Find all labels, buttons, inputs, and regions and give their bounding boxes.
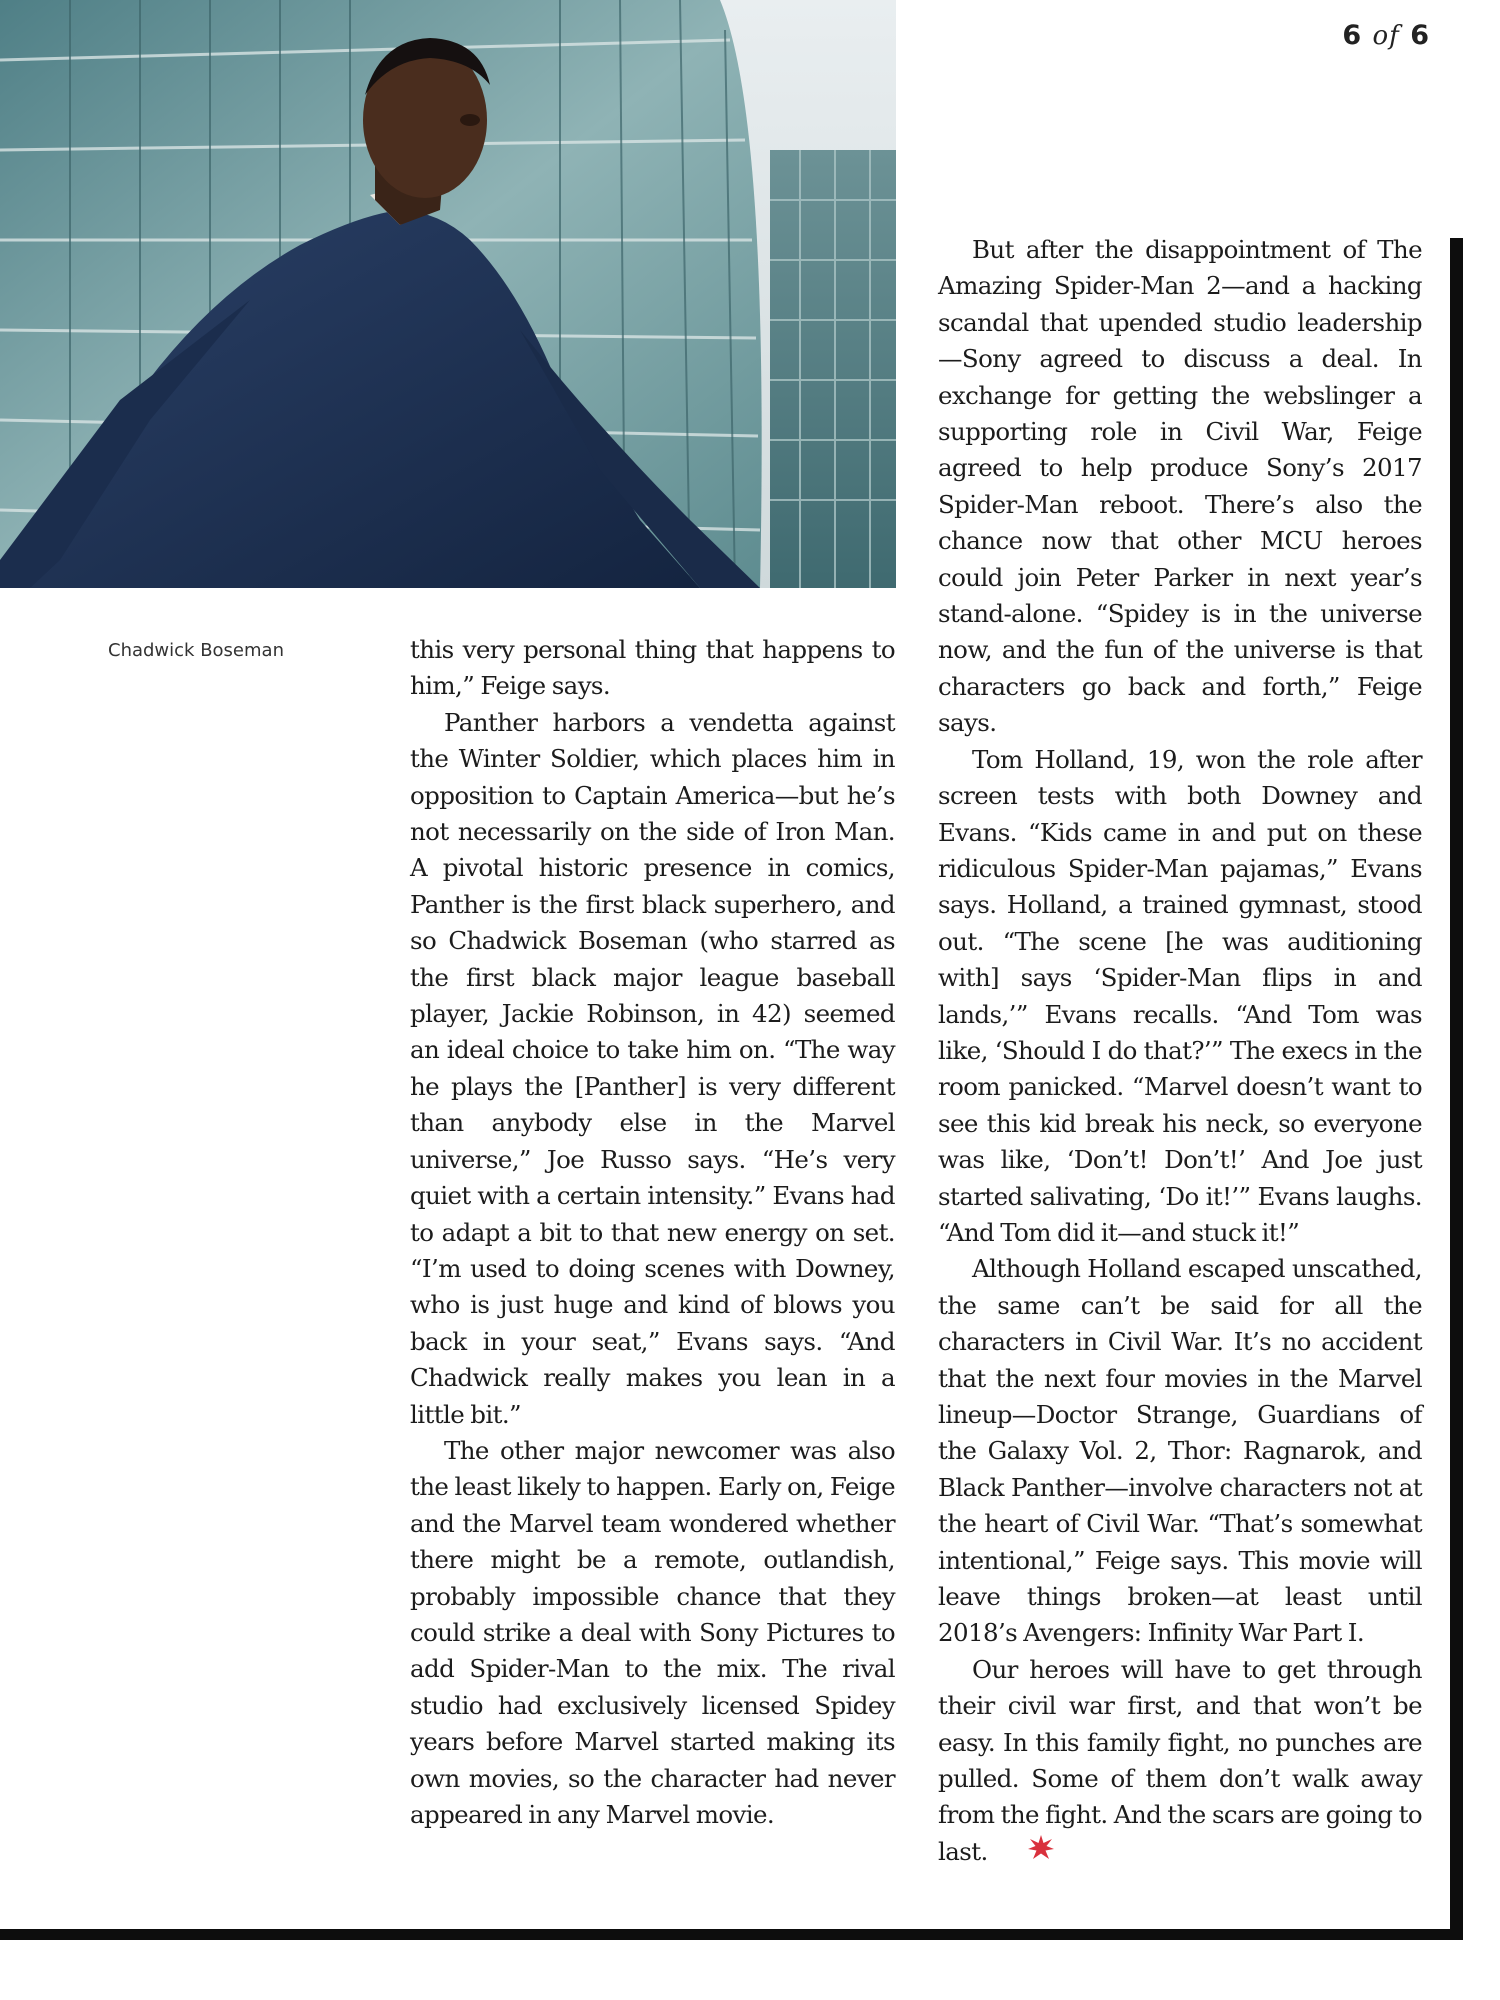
paragraph: The other major newcomer was also the least likely to happen. Early on, Feige and the Marvel team wondered whether there might be a remote, outlandish, probably impossible chance that they could strike a deal with Sony Pictures to add Spider-Man to the mix. The rival studio had exclusively licensed Spidey years before Marvel started making its own movies, so the character had never appeared in any Marvel movie. bbox=[410, 1435, 895, 1829]
paragraph: Tom Holland, 19, won the role after screen tests with both Downey and Evans. “Kids came in and put on these ridiculous Spider-Man pajamas,” Evans says. Holland, a trained gymnast, stood out. “The scene [he was auditioning with] says ‘Spider-Man flips in and lands,’” Evans recalls. “And Tom was like, ‘Should I do that?’” The execs in the room panicked. “Marvel doesn’t want to see this kid break his neck, so everyone was like, ‘Don’t! Don’t!’ And Joe just started salivating, ‘Do it!’” Evans laughs. “And Tom did it—and stuck it!” bbox=[938, 744, 1422, 1247]
paragraph: this very personal thing that happens to him,” Feige says. bbox=[410, 635, 895, 701]
page-number bbox=[1330, 20, 1430, 51]
photo-illustration bbox=[0, 0, 896, 588]
page-current: 6 bbox=[1342, 20, 1363, 51]
paragraph: Although Holland escaped unscathed, the same can’t be said for all the characters in Civil War. It’s no accident that the next four movies in the Marvel lineup—Doctor Strange, Guardians of the Galaxy Vol. 2, Thor: Ragnarok, and Black Panther—involve characters not at the heart of Civil War. “That’s somewhat intentional,” Feige says. This movie will leave things broken—at least until 2018’s Avengers: Infinity War Part I. bbox=[938, 1254, 1422, 1648]
page-of: of bbox=[1372, 21, 1400, 51]
paragraph: Panther harbors a vendetta against the Winter Soldier, which places him in opposition to Captain America—but he’s not necessarily on the side of Iron Man. A pivotal historic presence in comics, Panther is the first black superhero, and so Chadwick Boseman (who starred as the first black major league baseball player, Jackie Robinson, in 42) seemed an ideal choice to take him on. “The way he plays the [Panther] is very different than anybody else in the Marvel universe,” Joe Russo says. “He’s very quiet with a certain intensity.” Evans had to adapt a bit to that new energy on set. “I’m used to doing scenes with Downey, who is just huge and kind of blows you back in your seat,” Evans says. “And Chadwick really makes you lean in a little bit.” bbox=[410, 707, 895, 1429]
photo-caption: Chadwick Boseman bbox=[108, 640, 284, 661]
frame-border-right bbox=[1450, 238, 1463, 1940]
paragraph-final bbox=[938, 1652, 1422, 1872]
article-column-2 bbox=[938, 232, 1422, 1872]
page-total: 6 bbox=[1410, 20, 1430, 51]
hero-photo bbox=[0, 0, 896, 588]
article-column-1 bbox=[410, 632, 895, 1833]
starburst-end-icon bbox=[994, 1835, 1054, 1871]
paragraph: But after the disappointment of The Amazing Spider-Man 2—and a hacking scandal that upended studio leadership—Sony agreed to discuss a deal. In exchange for getting the webslinger a supporting role in Civil War, Feige agreed to help produce Sony’s 2017 Spider-Man reboot. There’s also the chance now that other MCU heroes could join Peter Parker in next year’s stand-alone. “Spidey is in the universe now, and the fun of the universe is that characters go back and forth,” Feige says. bbox=[938, 235, 1422, 738]
frame-border-bottom bbox=[0, 1929, 1463, 1940]
paragraph-text: Our heroes will have to get through their civil war first, and that won’t be easy. In this family fight, no punches are pulled. Some of them don’t walk away from the fight. And the scars are going to last. bbox=[938, 1654, 1422, 1866]
